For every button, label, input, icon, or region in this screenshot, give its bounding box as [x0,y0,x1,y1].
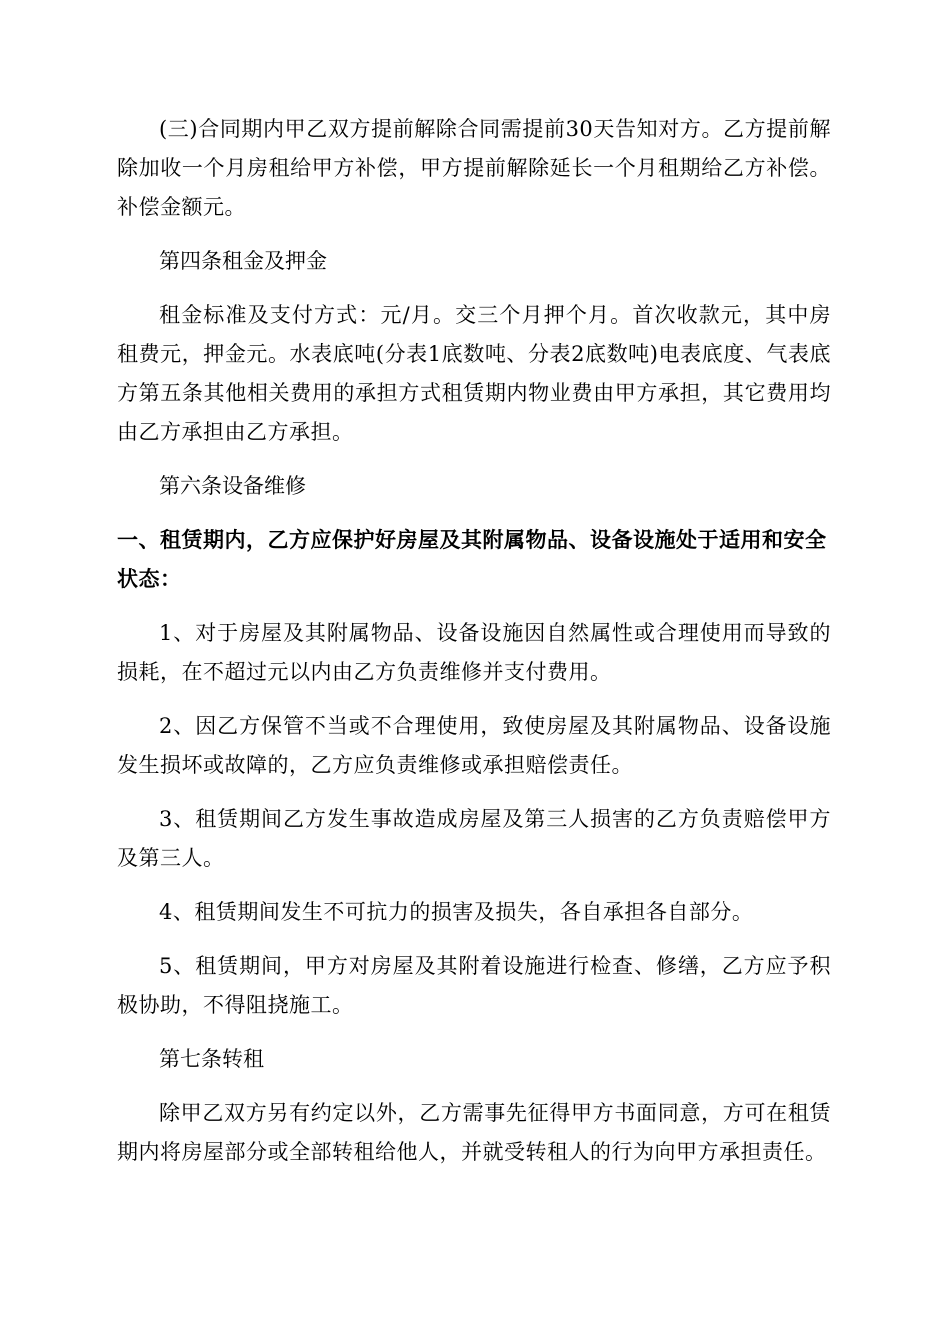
paragraph-item-1: 1、对于房屋及其附属物品、设备设施因自然属性或合理使用而导致的损耗，在不超过元以内由乙方负责维修并支付费用。 [117,621,831,684]
paragraph-item-4: 4、租赁期间发生不可抗力的损害及损失，各自承担各自部分。 [159,900,754,924]
section-heading-rent-deposit: 第四条租金及押金 [159,249,327,273]
paragraph-rent-payment: 租金标准及支付方式：元/月。交三个月押个月。首次收款元，其中房租费元，押金元。水表底吨(分表1底数吨、分表2底数吨)电表底度、气表底方第五条其他相关费用的承担方式租赁期内物业费由甲方承担，其它费用均由乙方承担由乙方承担。 [117,303,831,444]
paragraph-early-termination: (三)合同期内甲乙双方提前解除合同需提前30天告知对方。乙方提前解除加收一个月房租给甲方补偿，甲方提前解除延长一个月租期给乙方补偿。补偿金额元。 [117,117,831,219]
document-page [117,110,831,1187]
section-heading-sublease: 第七条转租 [159,1047,264,1071]
section-heading-maintenance: 第六条设备维修 [159,474,306,498]
paragraph-item-3: 3、租赁期间乙方发生事故造成房屋及第三人损害的乙方负责赔偿甲方及第三人。 [117,807,831,870]
bold-clause-tenant-duty: 一、租赁期内，乙方应保护好房屋及其附属物品、设备设施处于适用和安全状态： [117,528,827,591]
paragraph-item-2: 2、因乙方保管不当或不合理使用，致使房屋及其附属物品、设备设施发生损坏或故障的，乙方应负责维修或承担赔偿责任。 [117,714,831,777]
paragraph-item-5: 5、租赁期间，甲方对房屋及其附着设施进行检查、修缮，乙方应予积极协助，不得阻挠施工。 [117,954,831,1017]
paragraph-sublease: 除甲乙双方另有约定以外，乙方需事先征得甲方书面同意，方可在租赁期内将房屋部分或全部转租给他人，并就受转租人的行为向甲方承担责任。 [117,1101,831,1164]
